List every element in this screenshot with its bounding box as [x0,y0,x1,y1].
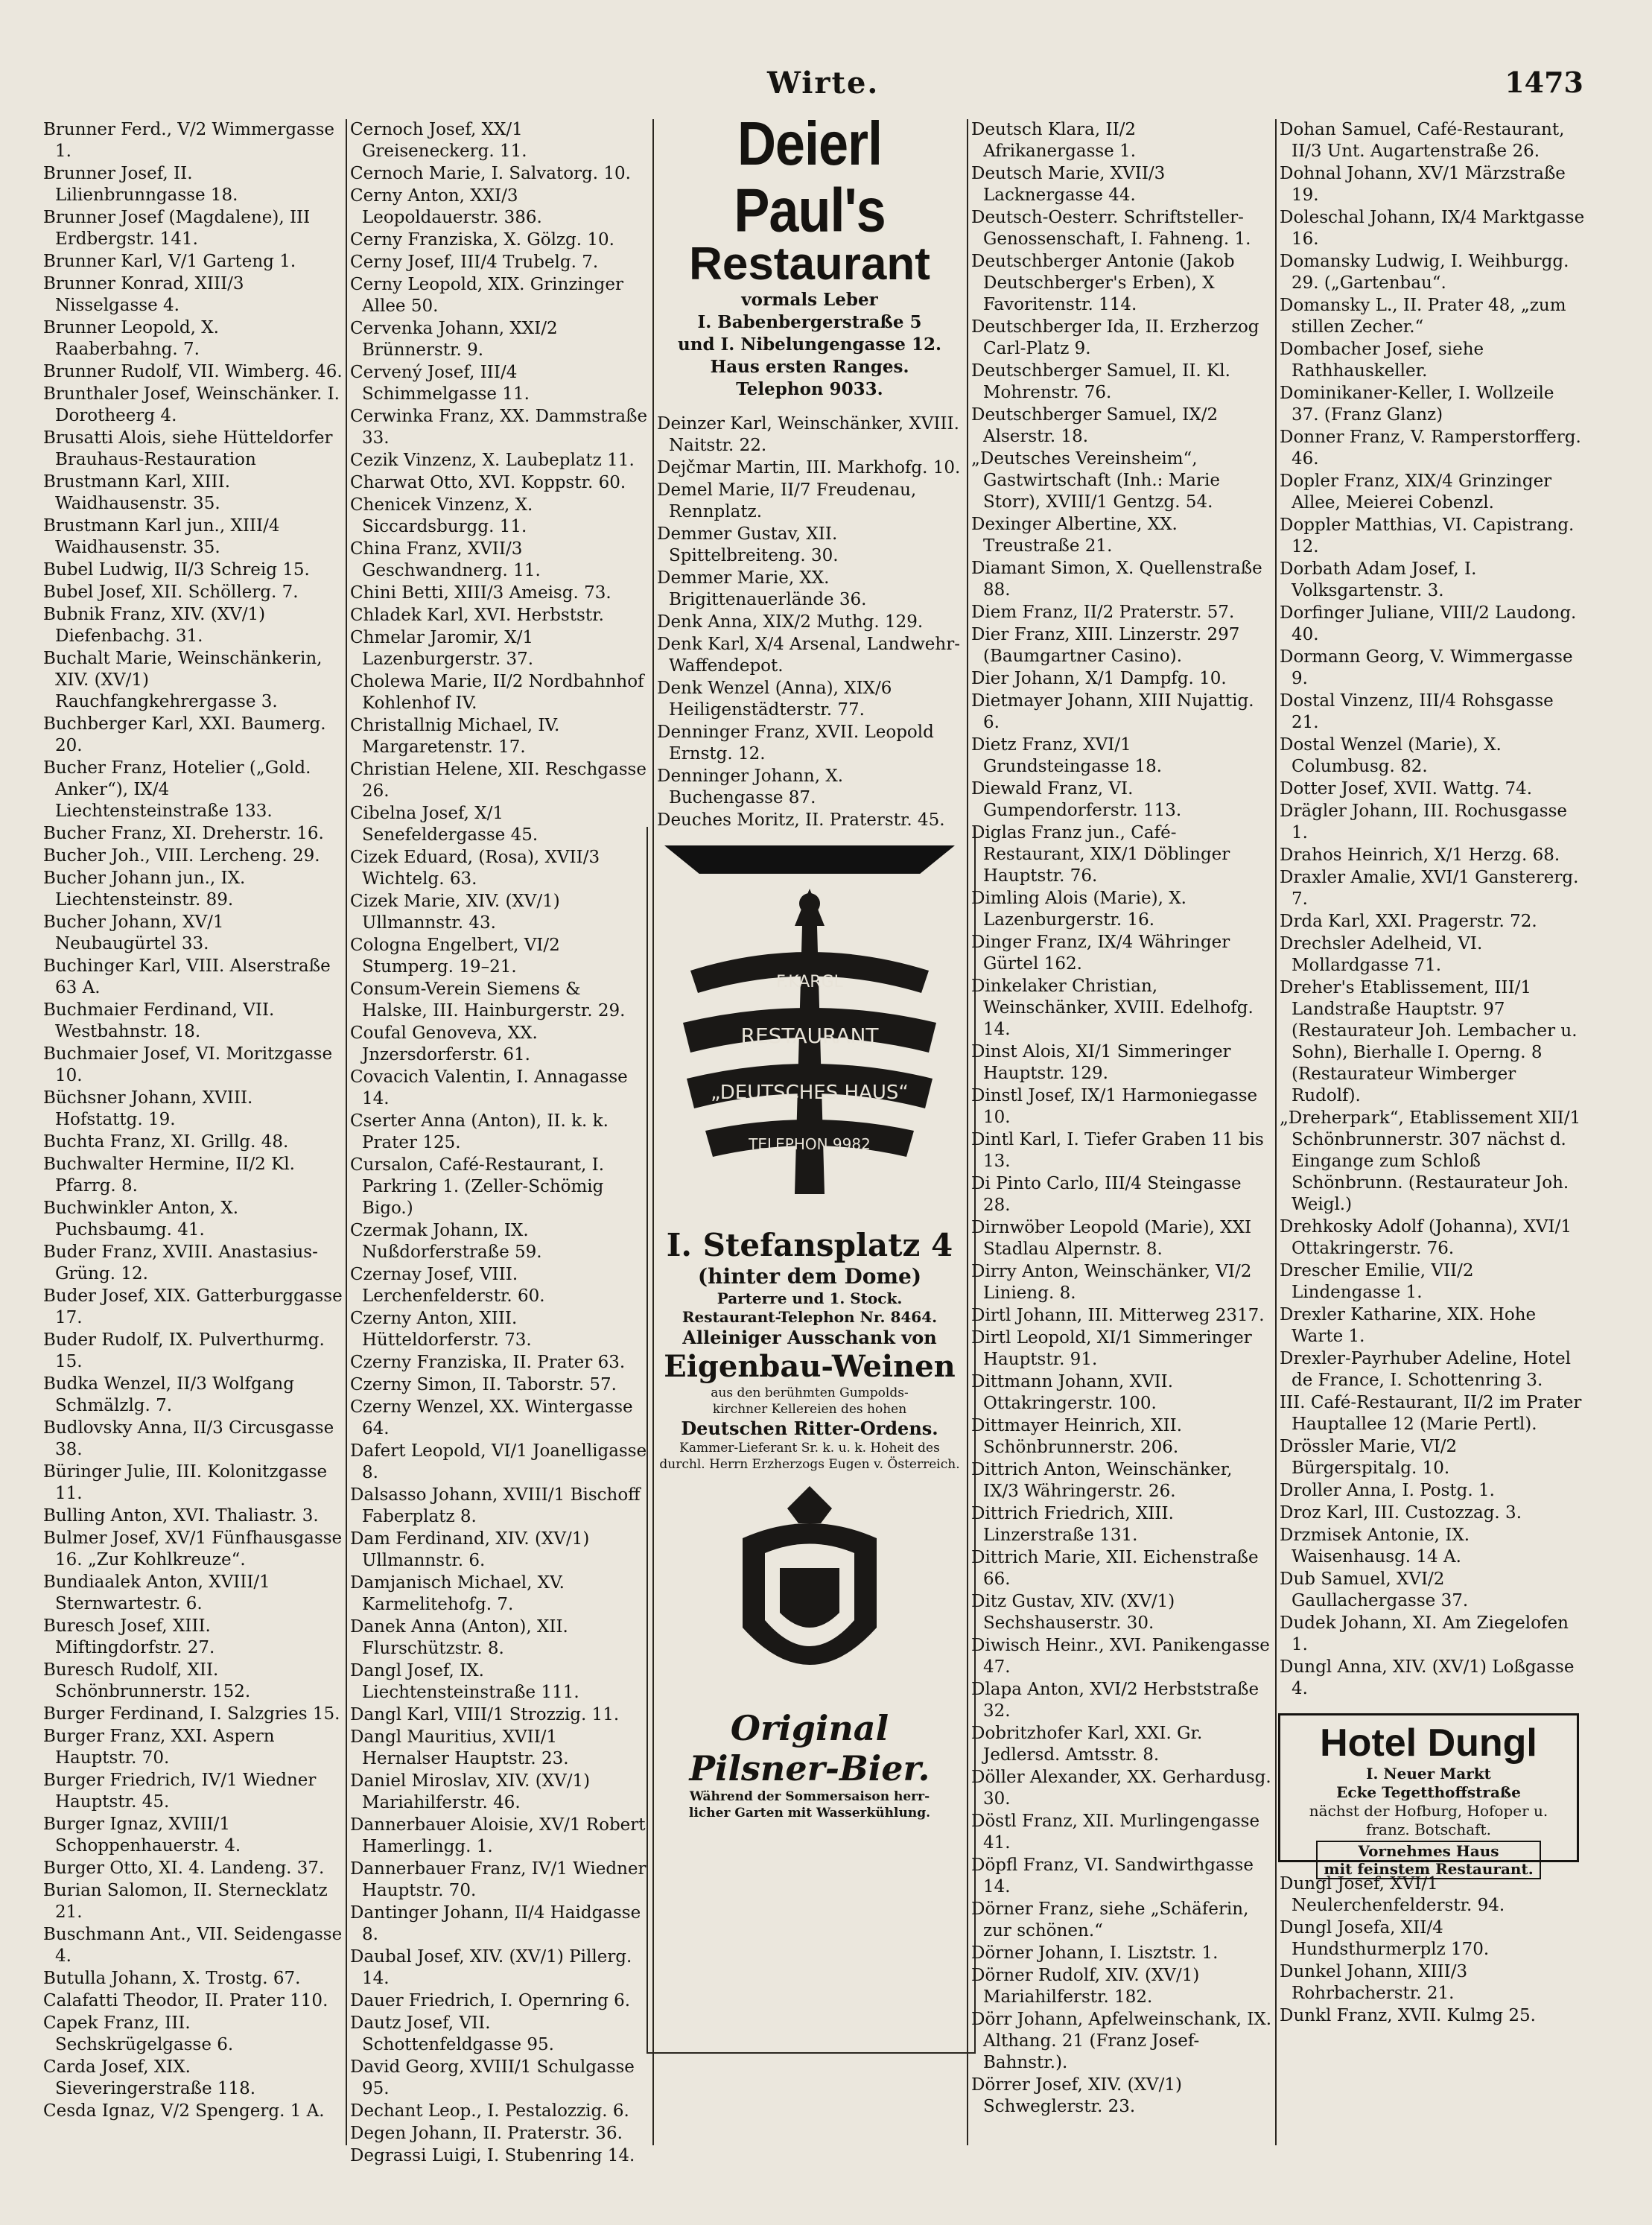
directory-entry: Deutschberger Samuel, IX/2 Alserstr. 18. [971,405,1219,446]
ad-dungl-line: Vornehmes Haus [1358,1842,1499,1860]
directory-entry: Czerny Simon, II. Taborstr. 57. [350,1375,617,1394]
directory-entry: Döller Alexander, XX. Gerhardusg. 30. [971,1768,1271,1809]
directory-entry: Cerny Leopold, XIX. Grinzinger Allee 50. [350,275,623,316]
directory-entry: Buchmaier Ferdinand, VII. Westbahnstr. 18. [43,1000,275,1041]
directory-entry: Dreher's Etablissement, III/1 Landstraße Hauptstr. 97 (Restaurateur Joh. Lembacher u. Sohn), Bierhalle I. Operng. 8 (Restaurateur Wimberger Rudolf). [1280,978,1578,1105]
directory-entry: Dirry Anton, Weinschänker, VI/2 Linieng. 8. [971,1262,1252,1303]
directory-entry: Drescher Emilie, VII/2 Lindengasse 1. [1280,1261,1474,1302]
directory-entry: Döpfl Franz, VI. Sandwirthgasse 14. [971,1856,1254,1897]
ad-dungl-line: nächst der Hofburg, Hofoper u. [1309,1802,1548,1820]
directory-entry: Dalsasso Johann, XVIII/1 Bischoff Faberplatz 8. [350,1485,641,1526]
directory-entry: Dungl Anna, XIV. (XV/1) Loßgasse 4. [1280,1657,1575,1698]
directory-entry: Chladek Karl, XVI. Herbststr. [350,606,604,625]
directory-entry: Dietmayer Johann, XIII Nujattig. 6. [971,691,1254,732]
ad-deierl-title: Restaurant [689,238,930,290]
directory-entry: Denk Wenzel (Anna), XIX/6 Heiligenstädterstr. 77. [657,679,892,720]
directory-entry: Buresch Rudolf, XII. Schönbrunnerstr. 152. [43,1660,251,1701]
directory-entry: Chmelar Jaromir, X/1 Lazenburgerstr. 37. [350,628,534,669]
directory-entry: Damjanisch Michael, XV. Karmelitehofg. 7. [350,1573,565,1614]
directory-entry: Cernoch Marie, I. Salvatorg. 10. [350,164,631,183]
directory-entry: Drägler Johann, III. Rochusgasse 1. [1280,802,1567,842]
directory-entry: Cursalon, Café-Restaurant, I. Parkring 1. (Zeller-Schömig Bigo.) [350,1155,605,1218]
directory-entry: Cserter Anna (Anton), II. k. k. Prater 125. [350,1111,609,1152]
directory-entry: Diem Franz, II/2 Praterstr. 57. [971,603,1235,622]
directory-entry: Dopler Franz, XIX/4 Grinzinger Allee, Meierei Cobenzl. [1280,472,1552,512]
directory-entry: Drexler Katharine, XIX. Hohe Warte 1. [1280,1305,1537,1346]
directory-entry: Diglas Franz jun., Café-Restaurant, XIX/1 Döblinger Hauptstr. 76. [971,823,1230,886]
directory-entry: Draxler Amalie, XVI/1 Ganstererg. 7. [1280,868,1579,909]
directory-entry: Bubnik Franz, XIV. (XV/1) Diefenbachg. 31. [43,605,266,646]
directory-entry: Burger Otto, XI. 4. Landeng. 37. [43,1859,325,1878]
ad-banner [664,845,955,874]
tower-emblem-illustration [676,881,944,1224]
advertisement-hotel-dungl [1278,1713,1579,1878]
directory-entry: Denninger Franz, XVII. Leopold Ernstg. 12. [657,723,934,764]
directory-entry: Dorfinger Juliane, VIII/2 Laudong. 40. [1280,603,1577,644]
directory-entry: Dinger Franz, IX/4 Währinger Gürtel 162. [971,933,1230,974]
directory-entry: Demmer Marie, XX. Brigittenauerlände 36. [657,568,867,609]
directory-entry: Burger Friedrich, IV/1 Wiedner Hauptstr. 45. [43,1771,317,1812]
directory-entry: Budka Wenzel, II/3 Wolfgang Schmälzlg. 7. [43,1374,294,1415]
directory-entry: Deinzer Karl, Weinschänker, XVIII. Naitstr. 22. [657,414,959,455]
column-rule [1275,119,1277,2145]
directory-entry: Czerny Franziska, II. Prater 63. [350,1353,626,1372]
section-title: Wirte. [767,66,880,101]
directory-entry: Dechant Leop., I. Pestalozzig. 6. [350,2101,629,2121]
directory-entry: Daubal Josef, XIV. (XV/1) Pillerg. 14. [350,1947,632,1988]
directory-entry: Dotter Josef, XVII. Wattg. 74. [1280,779,1533,799]
coat-of-arms-illustration [728,1479,892,1702]
directory-entry: Dominikaner-Keller, I. Wollzeile 37. (Franz Glanz) [1280,384,1554,425]
directory-entry: Drehkosky Adolf (Johanna), XVI/1 Ottakringerstr. 76. [1280,1217,1572,1258]
directory-entry: Dantinger Johann, II/4 Haidgasse 8. [350,1903,641,1944]
directory-entry: Dejčmar Martin, III. Markhofg. 10. [657,458,961,477]
sign-text: RESTAURANT [740,1023,879,1048]
directory-entry: Brunthaler Josef, Weinschänker. I. Dorotheerg 4. [43,384,340,425]
directory-entry: Burger Ferdinand, I. Salzgries 15. [43,1704,340,1724]
directory-entry: Döstl Franz, XII. Murlingengasse 41. [971,1812,1260,1853]
directory-entry: Denk Anna, XIX/2 Muthg. 129. [657,612,924,632]
directory-entry: Calafatti Theodor, II. Prater 110. [43,1991,328,2010]
directory-entry: Dormann Georg, V. Wimmergasse 9. [1280,647,1573,688]
directory-entry: Dinstl Josef, IX/1 Harmoniegasse 10. [971,1086,1258,1127]
ad-from: aus den berühmten Gumpolds- [711,1386,909,1400]
directory-entry: Coufal Genoveva, XX. Jnzersdorferstr. 61. [350,1023,538,1064]
directory-entry: Brunner Leopold, X. Raaberbahng. 7. [43,318,219,359]
directory-entry: Dohnal Johann, XV/1 Märzstraße 19. [1280,164,1566,205]
directory-entry: Dautz Josef, VII. Schottenfeldgasse 95. [350,2013,554,2054]
directory-entry: Doleschal Johann, IX/4 Marktgasse 16. [1280,208,1585,249]
directory-entry: Droz Karl, III. Custozzag. 3. [1280,1503,1522,1523]
directory-entry: Dintl Karl, I. Tiefer Graben 11 bis 13. [971,1130,1264,1171]
directory-entry: Bubel Josef, XII. Schöllerg. 7. [43,583,299,602]
directory-entry: Buchberger Karl, XXI. Baumerg. 20. [43,714,326,755]
sign-text: F.KARGL [776,973,843,991]
directory-entry: Drechsler Adelheid, VI. Mollardgasse 71. [1280,934,1483,975]
directory-entry: Deutsch-Oesterr. Schriftsteller-Genossenschaft, I. Fahneng. 1. [971,208,1251,249]
directory-entry: Daniel Miroslav, XIV. (XV/1) Mariahilferstr. 46. [350,1771,591,1812]
directory-entry: Dam Ferdinand, XIV. (XV/1) Ullmannstr. 6. [350,1529,590,1570]
directory-entry: Bucher Joh., VIII. Lercheng. 29. [43,846,320,866]
directory-entry: Cervenka Johann, XXI/2 Brünnerstr. 9. [350,319,558,360]
directory-column-5-continued [1280,1873,1585,2145]
directory-entry: Dannerbauer Aloisie, XV/1 Robert Hamerlingg. 1. [350,1815,646,1856]
directory-entry: Dudek Johann, XI. Am Ziegelofen 1. [1280,1613,1569,1654]
directory-column-1 [43,119,343,2145]
directory-entry: Capek Franz, III. Sechskrügelgasse 6. [43,2013,234,2054]
ad-from: kirchner Kellereien des hohen [712,1402,907,1417]
sign-text: „DEUTSCHES HAUS“ [711,1082,909,1104]
directory-entry: Demel Marie, II/7 Freudenau, Rennplatz. [657,480,917,521]
directory-entry: Cologna Engelbert, VI/2 Stumperg. 19–21. [350,936,560,977]
directory-entry: Büchsner Johann, XVIII. Hofstattg. 19. [43,1088,253,1129]
directory-entry: Dittrich Anton, Weinschänker, IX/3 Währingerstr. 26. [971,1460,1233,1501]
directory-entry: Dauer Friedrich, I. Opernring 6. [350,1991,631,2010]
ad-original: Original [730,1708,889,1748]
directory-entry: Budlovsky Anna, II/3 Circusgasse 38. [43,1418,334,1459]
ad-floors: Parterre und 1. Stock. [717,1289,903,1307]
directory-entry: Deutschberger Ida, II. Erzherzog Carl-Platz 9. [971,317,1259,358]
directory-entry: Christallnig Michael, IV. Margaretenstr. 17. [350,716,560,757]
directory-entry: Czerny Anton, XIII. Hütteldorferstr. 73. [350,1309,532,1350]
ad-summer: licher Garten mit Wasserkühlung. [689,1806,930,1821]
directory-entry: Charwat Otto, XVI. Koppstr. 60. [350,473,626,492]
directory-entry: Di Pinto Carlo, III/4 Steingasse 28. [971,1174,1242,1215]
directory-entry: Denninger Johann, X. Buchengasse 87. [657,766,844,807]
directory-entry: Dangl Mauritius, XVII/1 Hernalser Hauptstr. 23. [350,1727,569,1768]
directory-entry: Czerny Wenzel, XX. Wintergasse 64. [350,1397,633,1438]
directory-entry: Cerny Anton, XXI/3 Leopoldauerstr. 386. [350,186,542,227]
directory-entry: Domansky L., II. Prater 48, „zum stillen Zecher.“ [1280,296,1566,337]
directory-column-5 [1280,119,1585,1706]
directory-entry: Drössler Marie, VI/2 Bürgerspitalg. 10. [1280,1437,1458,1478]
ad-dungl-line: mit feinstem Restaurant. [1324,1860,1534,1878]
directory-entry: Brustmann Karl jun., XIII/4 Waidhausenstr. 35. [43,516,280,557]
page-number: 1473 [1505,66,1583,99]
directory-entry: „Deutsches Vereinsheim“, Gastwirtschaft (Inh.: Marie Storr), XVIII/1 Gentzg. 54. [971,449,1220,512]
directory-entry: Brunner Josef (Magdalene), III Erdbergstr. 141. [43,208,311,249]
directory-entry: Carda Josef, XIX. Sieveringerstraße 118. [43,2057,256,2098]
ad-purveyor: Kammer-Lieferant Sr. k. u. k. Hoheit des [679,1441,940,1456]
directory-entry: Dirtl Leopold, XI/1 Simmeringer Hauptstr. 91. [971,1328,1252,1369]
ad-phone: Restaurant-Telephon Nr. 8464. [682,1308,938,1326]
directory-entry: Dirnwöber Leopold (Marie), XXI Stadlau Alpernstr. 8. [971,1218,1252,1259]
column-rule [346,119,347,2145]
directory-entry: Drahos Heinrich, X/1 Herzg. 68. [1280,845,1560,865]
directory-entry: Dlapa Anton, XVI/2 Herbststraße 32. [971,1680,1259,1721]
directory-entry: Diamant Simon, X. Quellenstraße 88. [971,559,1262,600]
directory-entry: Dannerbauer Franz, IV/1 Wiedner Hauptstr. 70. [350,1859,646,1900]
directory-entry: Cizek Marie, XIV. (XV/1) Ullmannstr. 43. [350,892,560,933]
directory-entry: Cerwinka Franz, XX. Dammstraße 33. [350,407,648,448]
directory-entry: Doppler Matthias, VI. Capistrang. 12. [1280,515,1575,556]
directory-entry: Buchmaier Josef, VI. Moritzgasse 10. [43,1044,333,1085]
directory-entry: Drzmisek Antonie, IX. Waisenhausg. 14 A. [1280,1526,1470,1567]
directory-entry: Dier Franz, XIII. Linzerstr. 297 (Baumgartner Casino). [971,625,1240,666]
directory-entry: Buresch Josef, XIII. Miftingdorfstr. 27. [43,1616,215,1657]
directory-entry: Dörner Franz, siehe „Schäferin, zur schönen.“ [971,1899,1249,1940]
directory-entry: Burian Salomon, II. Sternecklatz 21. [43,1881,328,1922]
directory-entry: Deutsch Marie, XVII/3 Lacknergasse 44. [971,164,1166,205]
directory-entry: Dobritzhofer Karl, XXI. Gr. Jedlersd. Amtsstr. 8. [971,1724,1203,1765]
directory-entry: Burger Franz, XXI. Aspern Hauptstr. 70. [43,1727,275,1768]
ad-wine: Eigenbau-Weinen [664,1349,956,1384]
directory-entry: Ditz Gustav, XIV. (XV/1) Sechshauserstr. 30. [971,1592,1175,1633]
directory-entry: Diewald Franz, VI. Gumpendorferstr. 113. [971,779,1182,820]
directory-entry: Dub Samuel, XVI/2 Gaullachergasse 37. [1280,1569,1469,1610]
directory-entry: Drexler-Payrhuber Adeline, Hotel de France, I. Schottenring 3. [1280,1349,1571,1390]
directory-entry: Dunkl Franz, XVII. Kulmg 25. [1280,2006,1536,2025]
directory-entry: Buder Rudolf, IX. Pulverthurmg. 15. [43,1330,325,1371]
directory-entry: Cesda Ignaz, V/2 Spengerg. 1 A. [43,2101,325,2121]
directory-entry: Bucher Johann, XV/1 Neubaugürtel 33. [43,912,224,953]
directory-entry: „Dreherpark“, Etablissement XII/1 Schönbrunnerstr. 307 nächst d. Eingange zum Schloß Schönbrunn. (Restaurateur Joh. Weigl.) [1280,1108,1581,1214]
directory-entry: Burger Ignaz, XVIII/1 Schoppenhauerstr. 4. [43,1815,241,1856]
ad-deierl-line: und I. Nibelungengasse 12. [678,334,941,355]
directory-entry: Dietz Franz, XVI/1 Grundsteingasse 18. [971,735,1163,776]
directory-entry: Degrassi Luigi, I. Stubenring 14. [350,2146,635,2165]
directory-entry: Deuches Moritz, II. Praterstr. 45. [657,810,945,830]
directory-entry: Consum-Verein Siemens & Halske, III. Hainburgerstr. 29. [350,980,626,1021]
directory-entry: Dunkel Johann, XIII/3 Rohrbacherstr. 21. [1280,1962,1468,2003]
directory-entry: Buder Franz, XVIII. Anastasius-Grüng. 12. [43,1242,318,1283]
directory-entry: Buschmann Ant., VII. Seidengasse 4. [43,1925,343,1966]
directory-entry: Cholewa Marie, II/2 Nordbahnhof Kohlenhof IV. [350,672,644,713]
directory-entry: Denk Karl, X/4 Arsenal, Landwehr-Waffendepot. [657,635,960,676]
directory-entry: Dostal Wenzel (Marie), X. Columbusg. 82. [1280,735,1502,776]
ad-pilsner: Pilsner-Bier. [689,1748,930,1788]
directory-entry: Demmer Gustav, XII. Spittelbreiteng. 30. [657,524,839,565]
ad-deierl-line: vormals Leber [741,290,878,310]
directory-entry: Bulling Anton, XVI. Thaliastr. 3. [43,1506,319,1526]
directory-entry: Brusatti Alois, siehe Hütteldorfer Brauhaus-Restauration [43,428,333,469]
directory-entry: China Franz, XVII/3 Geschwandnerg. 11. [350,539,541,580]
directory-entry: Buchta Franz, XI. Grillg. 48. [43,1132,289,1152]
ad-exclusive: Alleiniger Ausschank von [682,1327,937,1348]
directory-entry: Danek Anna (Anton), XII. Flurschützstr. 8. [350,1617,568,1658]
directory-entry: Dittmayer Heinrich, XII. Schönbrunnerstr. 206. [971,1416,1183,1457]
directory-entry: Büringer Julie, III. Kolonitzgasse 11. [43,1462,328,1503]
directory-entry: Domansky Ludwig, I. Weihburgg. 29. („Gartenbau“. [1280,252,1569,293]
ad-dungl-line: franz. Botschaft. [1366,1821,1491,1838]
ad-deierl-line: I. Babenbergerstraße 5 [697,312,922,332]
ad-deierl-line: Haus ersten Ranges. [710,357,909,377]
directory-entry: Drda Karl, XXI. Pragerstr. 72. [1280,912,1537,931]
directory-entry: Chini Betti, XIII/3 Ameisg. 73. [350,583,611,603]
directory-entry: Bucher Franz, Hotelier („Gold. Anker“), IX/4 Liechtensteinstraße 133. [43,758,311,821]
directory-entry: Dinkelaker Christian, Weinschänker, XVIII. Edelhofg. 14. [971,977,1254,1039]
ad-sub: (hinter dem Dome) [697,1264,922,1289]
directory-entry: Dombacher Josef, siehe Rathhauskeller. [1280,340,1484,381]
directory-entry: Buder Josef, XIX. Gatterburggasse 17. [43,1286,343,1327]
directory-entry: Dostal Vinzenz, III/4 Rohsgasse 21. [1280,691,1554,732]
directory-entry: Dörner Rudolf, XIV. (XV/1) Mariahilferstr. 182. [971,1966,1200,2007]
directory-entry: Buchwinkler Anton, X. Puchsbaumg. 41. [43,1199,239,1240]
directory-entry: Cernoch Josef, XX/1 Greiseneckerg. 11. [350,120,527,161]
directory-entry: Bulmer Josef, XV/1 Fünfhausgasse 16. „Zur Kohlkreuze“. [43,1529,343,1569]
ad-summer: Während der Sommersaison herr- [689,1789,930,1804]
ad-dungl-line: I. Neuer Markt [1366,1765,1491,1783]
advertisement-deutsches-haus [657,845,962,1821]
directory-entry: Czermak Johann, IX. Nußdorferstraße 59. [350,1221,542,1262]
directory-entry: Droller Anna, I. Postg. 1. [1280,1481,1495,1500]
ad-purveyor: durchl. Herrn Erzherzogs Eugen v. Österreich. [659,1457,960,1472]
directory-entry: Buchinger Karl, VIII. Alserstraße 63 A. [43,956,331,997]
directory-entry: Dittrich Marie, XII. Eichenstraße 66. [971,1548,1259,1589]
directory-entry: Covacich Valentin, I. Annagasse 14. [350,1067,628,1108]
directory-entry: Deutschberger Antonie (Jakob Deutschberger's Erben), X Favoritenstr. 114. [971,252,1235,314]
directory-entry: Dinst Alois, XI/1 Simmeringer Hauptstr. 129. [971,1042,1231,1083]
directory-column-4 [971,119,1272,2145]
directory-entry: Degen Johann, II. Praterstr. 36. [350,2124,623,2143]
directory-entry: Christian Helene, XII. Reschgasse 26. [350,760,646,801]
directory-entry: Dungl Josef, XVI/1 Neulerchenfelderstr. 94. [1280,1874,1505,1915]
directory-entry: Brunner Konrad, XIII/3 Nisselgasse 4. [43,274,244,315]
directory-entry: Dafert Leopold, VI/1 Joanelligasse 8. [350,1441,647,1482]
ad-dungl-line: Ecke Tegetthoffstraße [1336,1783,1521,1801]
sign-text: TELEPHON 9982 [749,1135,871,1153]
directory-entry: Donner Franz, V. Ramperstorfferg. 46. [1280,428,1581,469]
directory-entry: Dittmann Johann, XVII. Ottakringerstr. 100. [971,1372,1174,1413]
directory-entry: Dörner Johann, I. Lisztstr. 1. [971,1943,1219,1963]
directory-entry: Cizek Eduard, (Rosa), XVII/3 Wichtelg. 63. [350,848,600,889]
directory-entry: Chenicek Vinzenz, X. Siccardsburgg. 11. [350,495,533,536]
directory-entry: Brunner Rudolf, VII. Wimberg. 46. [43,362,343,381]
directory-entry: Dungl Josefa, XII/4 Hundsthurmerplz 170. [1280,1918,1490,1959]
directory-column-2 [350,119,648,2165]
directory-entry: Dittrich Friedrich, XIII. Linzerstraße 131. [971,1504,1174,1545]
directory-entry: Cervený Josef, III/4 Schimmelgasse 11. [350,363,530,404]
directory-entry: Dexinger Albertine, XX. Treustraße 21. [971,515,1178,556]
ad-address: I. Stefansplatz 4 [666,1227,953,1263]
directory-entry: Dangl Josef, IX. Liechtensteinstraße 111. [350,1661,579,1702]
directory-entry: Brunner Ferd., V/2 Wimmergasse 1. [43,120,334,161]
directory-entry: Dörr Johann, Apfelweinschank, IX. Althang. 21 (Franz Josef-Bahnstr.). [971,2010,1272,2072]
directory-entry: Buchalt Marie, Weinschänkerin, XIV. (XV/1) Rauchfangkehrergasse 3. [43,649,323,711]
directory-entry: Brustmann Karl, XIII. Waidhausenstr. 35. [43,472,231,513]
directory-column-3 [657,413,962,845]
directory-entry: Deutsch Klara, II/2 Afrikanergasse 1. [971,120,1137,161]
directory-entry: Brunner Josef, II. Lilienbrunngasse 18. [43,164,238,205]
directory-entry: Butulla Johann, X. Trostg. 67. [43,1969,301,1988]
directory-entry: Dohan Samuel, Café-Restaurant, II/3 Unt. Augartenstraße 26. [1280,120,1565,161]
directory-entry: Diwisch Heinr., XVI. Panikengasse 47. [971,1636,1270,1677]
directory-entry: Dier Johann, X/1 Dampfg. 10. [971,669,1227,688]
directory-entry: Buchwalter Hermine, II/2 Kl. Pfarrg. 8. [43,1155,295,1196]
directory-entry: Dirtl Johann, III. Mitterweg 2317. [971,1306,1265,1325]
directory-entry: Cibelna Josef, X/1 Senefeldergasse 45. [350,804,539,845]
directory-entry: Dangl Karl, VIII/1 Strozzig. 11. [350,1705,620,1724]
directory-entry: David Georg, XVIII/1 Schulgasse 95. [350,2057,635,2098]
directory-entry: Deutschberger Samuel, II. Kl. Mohrenstr. 76. [971,361,1230,402]
directory-entry: Bucher Johann jun., IX. Liechtensteinstr. 89. [43,869,246,910]
directory-entry: Dimling Alois (Marie), X. Lazenburgerstr. 16. [971,889,1186,930]
ad-deierl-line: Telephon 9033. [736,379,883,399]
directory-entry: Dörrer Josef, XIV. (XV/1) Schweglerstr. 23. [971,2075,1182,2116]
ad-order: Deutschen Ritter-Ordens. [681,1418,938,1439]
directory-entry: Bubel Ludwig, II/3 Schreig 15. [43,560,310,580]
directory-entry: III. Café-Restaurant, II/2 im Prater Hauptallee 12 (Marie Pertl). [1280,1393,1582,1434]
ad-dungl-name: Hotel Dungl [1320,1721,1537,1765]
advertisement-deierl [657,109,962,401]
directory-entry: Dorbath Adam Josef, I. Volksgartenstr. 3. [1280,559,1477,600]
directory-entry: Czernay Josef, VIII. Lerchenfelderstr. 60. [350,1265,545,1306]
directory-entry: Cerny Josef, III/4 Trubelg. 7. [350,253,599,272]
directory-entry: Cerny Franziska, X. Gölzg. 10. [350,230,614,250]
directory-entry: Bucher Franz, XI. Dreherstr. 16. [43,824,324,843]
directory-entry: Cezik Vinzenz, X. Laubeplatz 11. [350,451,635,470]
directory-entry: Bundiaalek Anton, XVIII/1 Sternwartestr. 6. [43,1572,270,1613]
ad-deierl-name: Deierl Paul's [734,109,886,245]
directory-entry: Brunner Karl, V/1 Garteng 1. [43,252,296,271]
